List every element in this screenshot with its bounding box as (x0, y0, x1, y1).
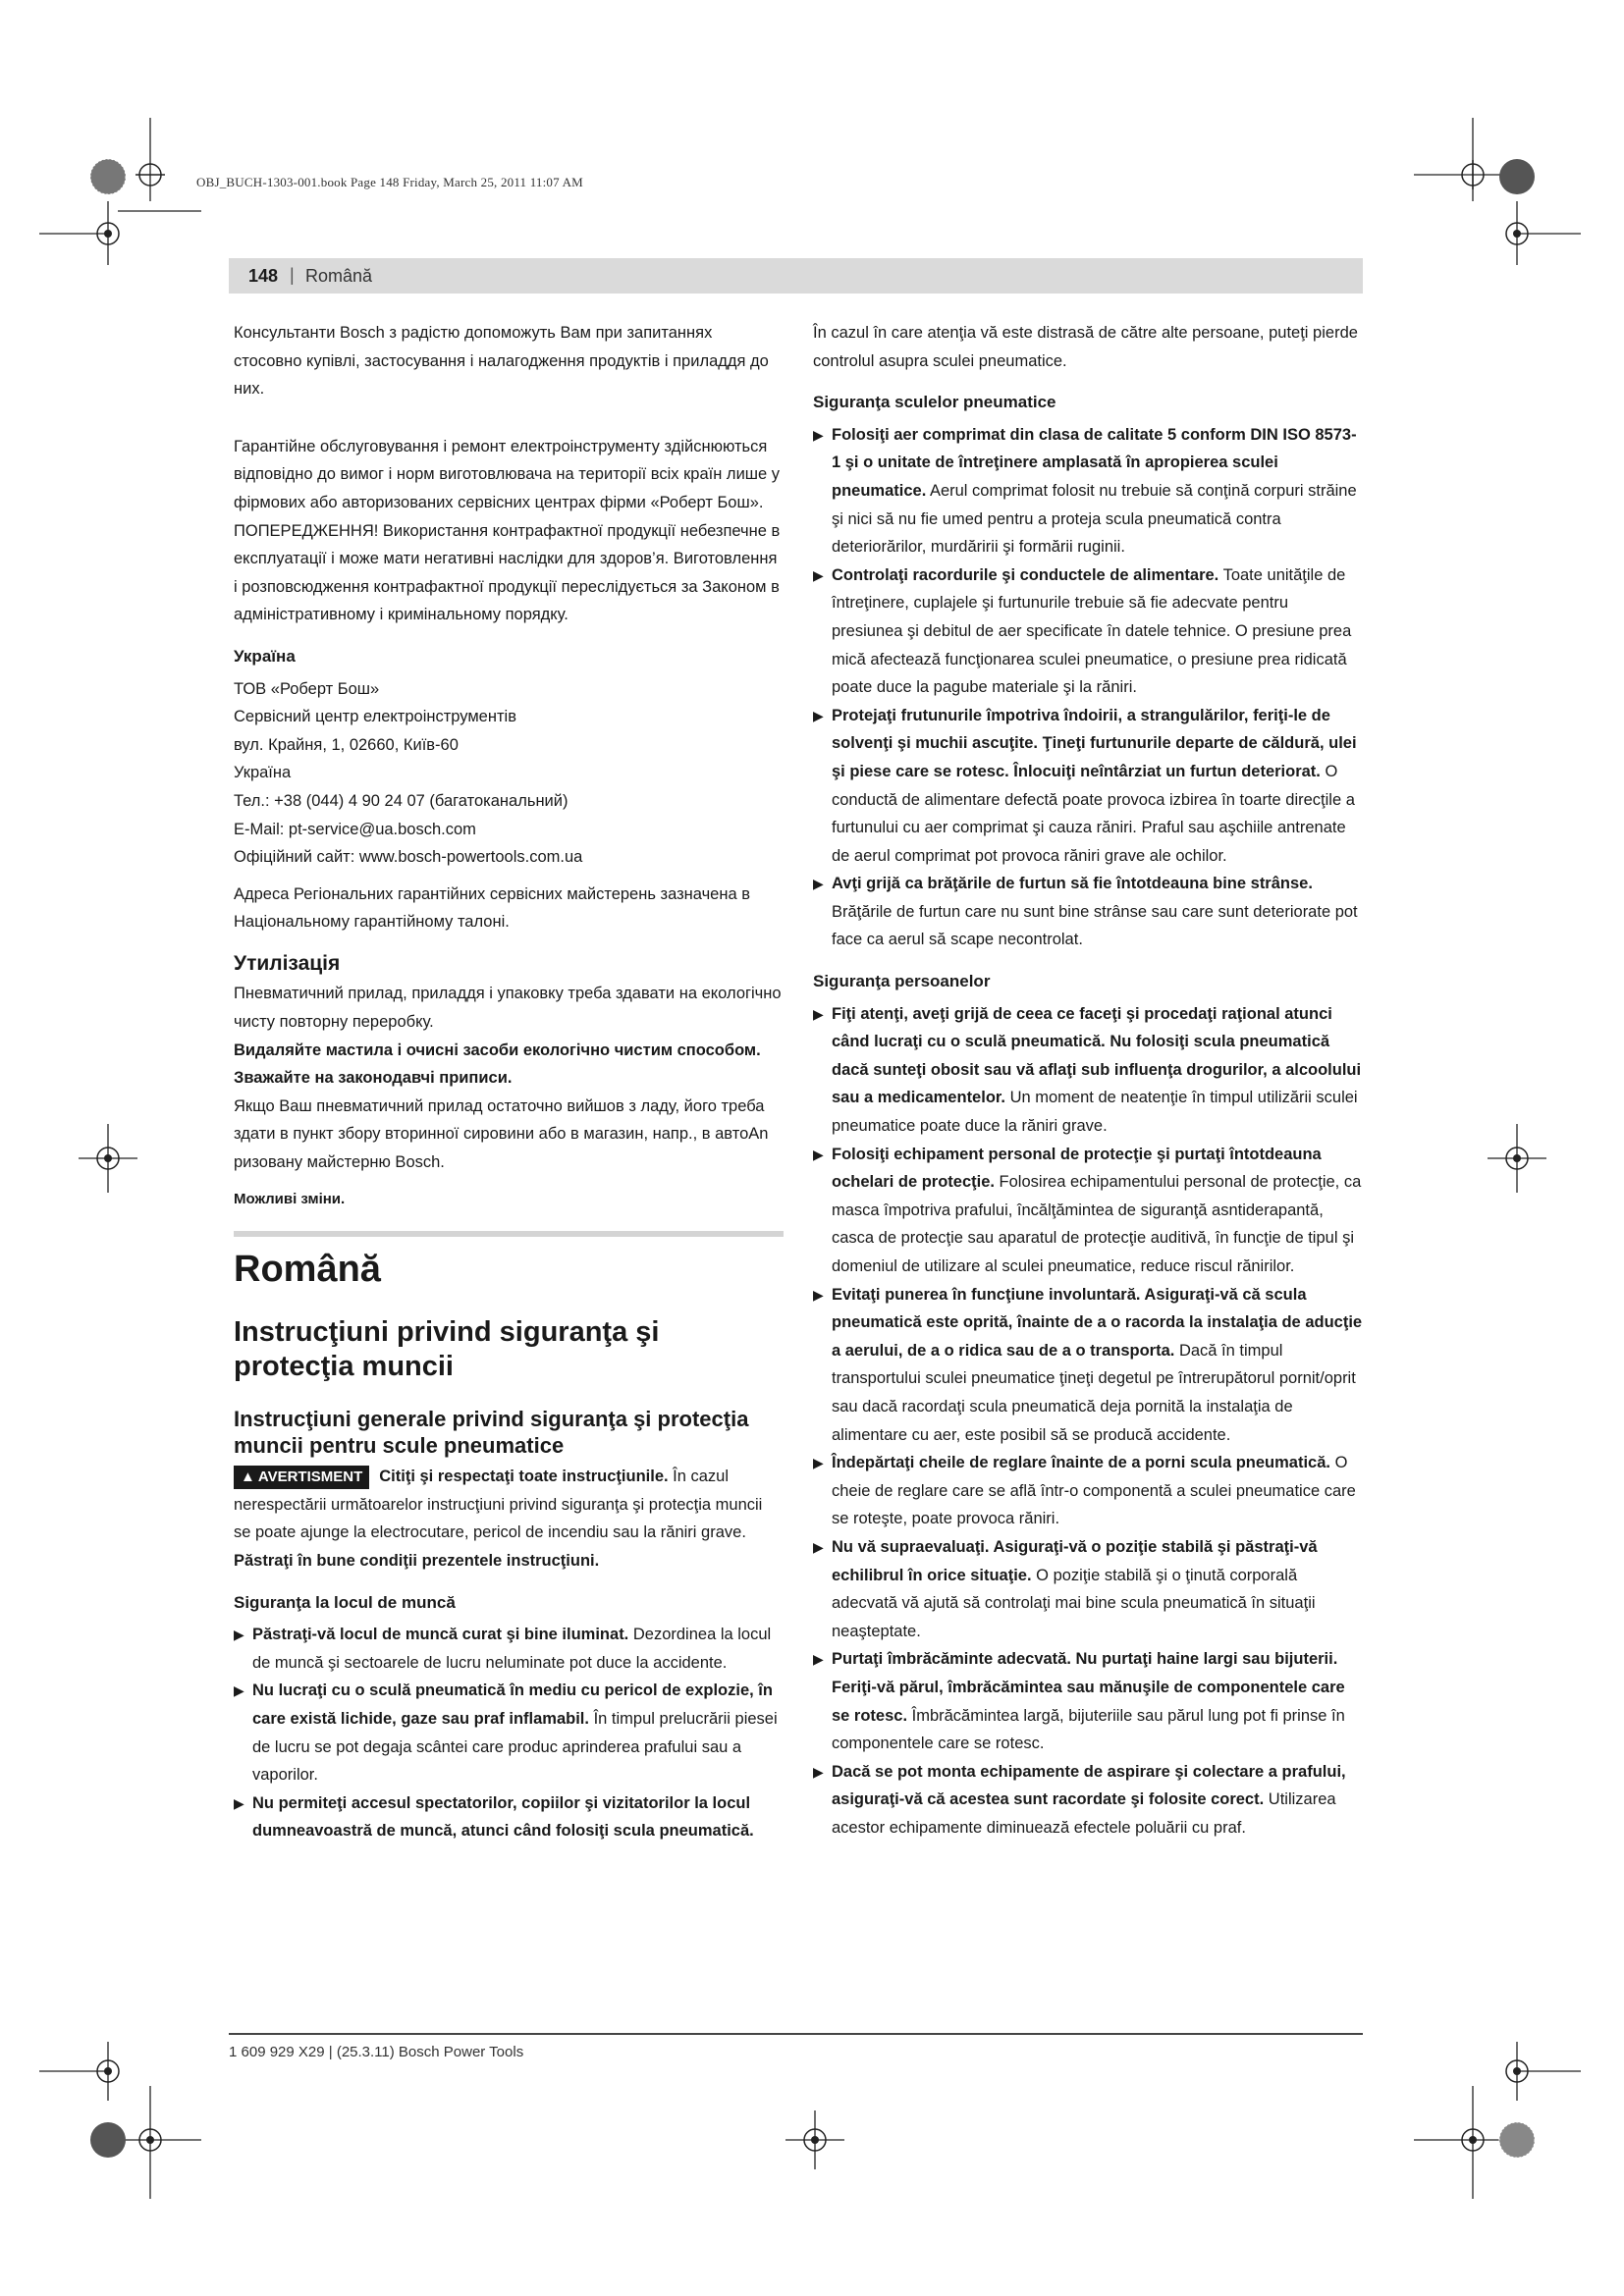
list-item: ▶ Nu permiteţi accesul spectatorilor, copiilor şi vizitatorilor la locul dumneavoastră de muncă, atunci când folosiţi scula pneumatică. (234, 1789, 784, 1845)
file-header: OBJ_BUCH-1303-001.book Page 148 Friday, March 25, 2011 11:07 AM (196, 175, 583, 189)
list-item: ▶ Păstraţi-vă locul de muncă curat şi bine iluminat. Dezordinea la locul de muncă şi sectoarele de lucru neluminate pot duce la accidente. (234, 1621, 784, 1677)
heading-safety: Instrucţiuni privind siguranţa şi protecţia muncii (234, 1316, 660, 1383)
arrow-bullet-icon: ▶ (813, 1763, 824, 1780)
warning-triangle-icon: ▲ (241, 1468, 255, 1485)
arrow-bullet-icon: ▶ (234, 1682, 244, 1699)
address-line: Тел.: +38 (044) 4 90 24 07 (багатоканальний) (234, 791, 568, 810)
changes-note: Можливі зміни. (234, 1190, 346, 1207)
arrow-bullet-icon: ▶ (234, 1794, 244, 1811)
address-line: ТОВ «Роберт Бош» (234, 679, 380, 698)
section-heading-workplace: Siguranţa la locul de muncă (234, 1592, 456, 1612)
header-separator: | (290, 265, 295, 285)
list-item: ▶ Folosiţi echipament personal de protecţie şi purtaţi întotdeauna ochelari de protecţie. Folosirea echipamentului personal de protecţie, ca masca împotriva prafului, încălţămintea de siguranţă asntiderapantă, casca de protecţie sau aparatul de protecţie auditivă, în funcţie de tipul şi domeniul de utilizare al sculei pneumatice, reduce riscul rănirilor. (813, 1141, 1363, 1281)
paragraph: În cazul în care atenţia vă este distrasă de către alte persoane, puteţi pierde controlul asupra sculei pneumatice. (813, 324, 1358, 370)
right-column (813, 319, 1363, 1842)
footer: 1 609 929 X29 | (25.3.11) Bosch Power Tools (229, 2044, 524, 2060)
page-title: Română (234, 1249, 381, 1291)
header-language: Română (305, 266, 373, 286)
arrow-bullet-icon: ▶ (234, 1627, 244, 1643)
list-item: ▶ Fiţi atenţi, aveţi grijă de ceea ce faceţi şi procedaţi raţional atunci când lucraţi cu o sculă pneumatică. Nu folosiţi scula pneumatică dacă sunteţi obosit sau vă aflaţi sub influenţa drogurilor, a alcoolului sau a medicamentelor. Un moment de neatenţie în timpul utilizării sculei pneumatice poate duce la răniri grave. (813, 1000, 1363, 1141)
list-item: ▶ Nu lucraţi cu o sculă pneumatică în mediu cu pericol de explozie, în care există lichide, gaze sau praf inflamabil. În timpul prelucrării piesei de lucru se pot degaja scântei care produc aprinderea prafului sau a vaporilor. (234, 1677, 784, 1789)
arrow-bullet-icon: ▶ (813, 426, 824, 443)
left-column (234, 319, 784, 1845)
paragraph-bold: Видаляйте мастила і очисні засоби екологічно чистим способом. Зважайте на законодавчі приписи. (234, 1041, 761, 1088)
arrow-bullet-icon: ▶ (813, 1286, 824, 1303)
arrow-bullet-icon: ▶ (813, 1538, 824, 1555)
arrow-bullet-icon: ▶ (813, 707, 824, 723)
address-line: вул. Крайня, 1, 02660, Київ-60 (234, 735, 459, 754)
paragraph: ПОПЕРЕДЖЕННЯ! Використання контрафактної продукції небезпечне в експлуатації і може мати негативні наслідки для здоров’я. Виготовлення і розповсюдження контрафактної продукції переслідується за Законом в адміністративному і кримінальному порядку. (234, 521, 781, 624)
address-email: E-Mail: pt-service@ua.bosch.com (234, 820, 476, 838)
address-website: Офіційний сайт: www.bosch-powertools.com.ua (234, 848, 583, 867)
paragraph: Якщо Ваш пневматичний прилад остаточно вийшов з ладу, його треба здати в пункт збору вторинної сировини або в магазин, напр., в автоAn ризовану майстерню Bosch. (234, 1096, 769, 1172)
list-item: ▶ Nu vă supraevaluaţi. Asiguraţi-vă o poziţie stabilă şi păstraţi-vă echilibrul în orice situaţie. O poziţie stabilă şi o ţinută corporală adecvată vă ajută să controlaţi mai bine scula pneumatică în situaţii neaşteptate. (813, 1533, 1363, 1645)
page-header (229, 258, 1363, 294)
list-item: ▶ Avţi grijă ca brăţările de furtun să fie întotdeauna bine strânse. Brăţările de furtun care nu sunt bine strânse sau care sunt deteriorate pot face ca aerul să scape necontrolat. (813, 870, 1363, 954)
footer-rule (229, 2033, 1363, 2035)
warning-badge: ▲ AVERTISMENT (234, 1466, 369, 1489)
list-item: ▶ Protejaţi frutunurile împotriva îndoirii, a strangulărilor, feriţi-le de solvenţi şi muchii ascuţite. Ţineţi furtunurile departe de căldură, ulei şi piese care se rotesc. Înlocuiţi neîntârziat un furtun deteriorat. O conductă de alimentare defectă poate provoca izbirea în toarte direcţile a furtunului cu aer comprimat şi cauza răniri. Praful sau aşchiile antrenate de aerul comprimat pot provoca răniri grave ale ochilor. (813, 702, 1363, 871)
arrow-bullet-icon: ▶ (813, 1005, 824, 1022)
page-number: 148 (248, 266, 279, 286)
heading-general-safety: Instrucţiuni generale privind siguranţa şi protecţia muncii pentru scule pneumatice (234, 1407, 749, 1459)
warning-paragraph: ▲ AVERTISMENT Citiţi şi respectaţi toate instrucţiunile. În cazul nerespectării următoarelor instrucţiuni privind siguranţa şi protecţia muncii se poate ajunge la electrocutare, pericol de incendiu sau la răniri grave. (234, 1463, 784, 1547)
paragraph: Адреса Регіональних гарантійних сервісних майстерень зазначена в Національному гарантійному талоні. (234, 884, 750, 932)
section-heading-ukraine: Україна (234, 646, 296, 666)
arrow-bullet-icon: ▶ (813, 1146, 824, 1162)
list-item: ▶ Controlaţi racordurile şi conductele de alimentare. Toate unităţile de întreţinere, cuplajele şi furtunurile trebuie să fie adecvate pentru presiunea şi debitul de aer specificate în datele tehnice. O presiune prea mică afectează funcţionarea sculei pneumatice, o presiune prea ridicată poate duce la pagube materiale şi la răniri. (813, 561, 1363, 702)
keep-instructions: Păstraţi în bune condiţii prezentele instrucţiuni. (234, 1552, 600, 1570)
section-divider (234, 1231, 784, 1237)
address-line: Сервісний центр електроінструментів (234, 708, 516, 726)
arrow-bullet-icon: ▶ (813, 876, 824, 892)
paragraph: Пневматичний прилад, приладдя і упаковку треба здавати на екологічно чисту повторну переробку. (234, 985, 782, 1032)
list-item: ▶ Evitaţi punerea în funcţiune involuntară. Asiguraţi-vă că scula pneumatică este oprită, înainte de a o racorda la instalaţia de aducţie a aerului, de a o ridica sau de a o transporta. Dacă în timpul transportului sculei pneumatice ţineţi degetul pe întrerupătorul pornit/oprit sau dacă racordaţi scula pneumatică deja pornită la instalaţia de alimentare cu aer, este posibil să se producă accidente. (813, 1281, 1363, 1450)
section-heading-persons: Siguranţa persoanelor (813, 972, 991, 991)
list-item: ▶ Purtaţi îmbrăcăminte adecvată. Nu purtaţi haine largi sau bijuterii. Feriţi-vă părul, îmbrăcămintea sau mănuşile de componentele care se rotesc. Îmbrăcămintea largă, bijuteriile sau părul lung pot fi prinse în componentele care se rotesc. (813, 1645, 1363, 1757)
section-heading-disposal: Утилізація (234, 951, 341, 975)
list-item: ▶ Folosiţi aer comprimat din clasa de calitate 5 conform DIN ISO 8573-1 şi o unitate de întreţinere amplasată în apropierea sculei pneumatice. Aerul comprimat folosit nu trebuie să conţină corpuri străine şi nici să nu fie umed pentru a proteja scula pneumatică contra deteriorărilor, murdăririi şi formării ruginii. (813, 421, 1363, 561)
arrow-bullet-icon: ▶ (813, 1455, 824, 1471)
arrow-bullet-icon: ▶ (813, 1651, 824, 1668)
paragraph: Консультанти Bosch з радістю допоможуть Вам при запитаннях стосовно купівлі, застосування і налагодження продуктів і приладдя до них. (234, 324, 769, 399)
arrow-bullet-icon: ▶ (813, 566, 824, 583)
list-item: ▶ Dacă se pot monta echipamente de aspirare şi colectare a prafului, asiguraţi-vă că acestea sunt racordate şi folosite corect. Utilizarea acestor echipamente diminuează efectele poluării cu praf. (813, 1758, 1363, 1842)
paragraph: Гарантійне обслуговування і ремонт електроінструменту здійснюються відповідно до вимог і норм виготовлювача на території всіх країн лише у фірмових або авторизованих сервісних центрах фірми «Роберт Бош». (234, 437, 781, 511)
section-heading-tools: Siguranţa sculelor pneumatice (813, 393, 1056, 412)
address-line: Україна (234, 764, 292, 782)
list-item: ▶ Îndepărtaţi cheile de reglare înainte de a porni scula pneumatică. O cheie de reglare care se află într-o componentă a sculei pneumatice care se roteşte, poate provoca răniri. (813, 1449, 1363, 1533)
